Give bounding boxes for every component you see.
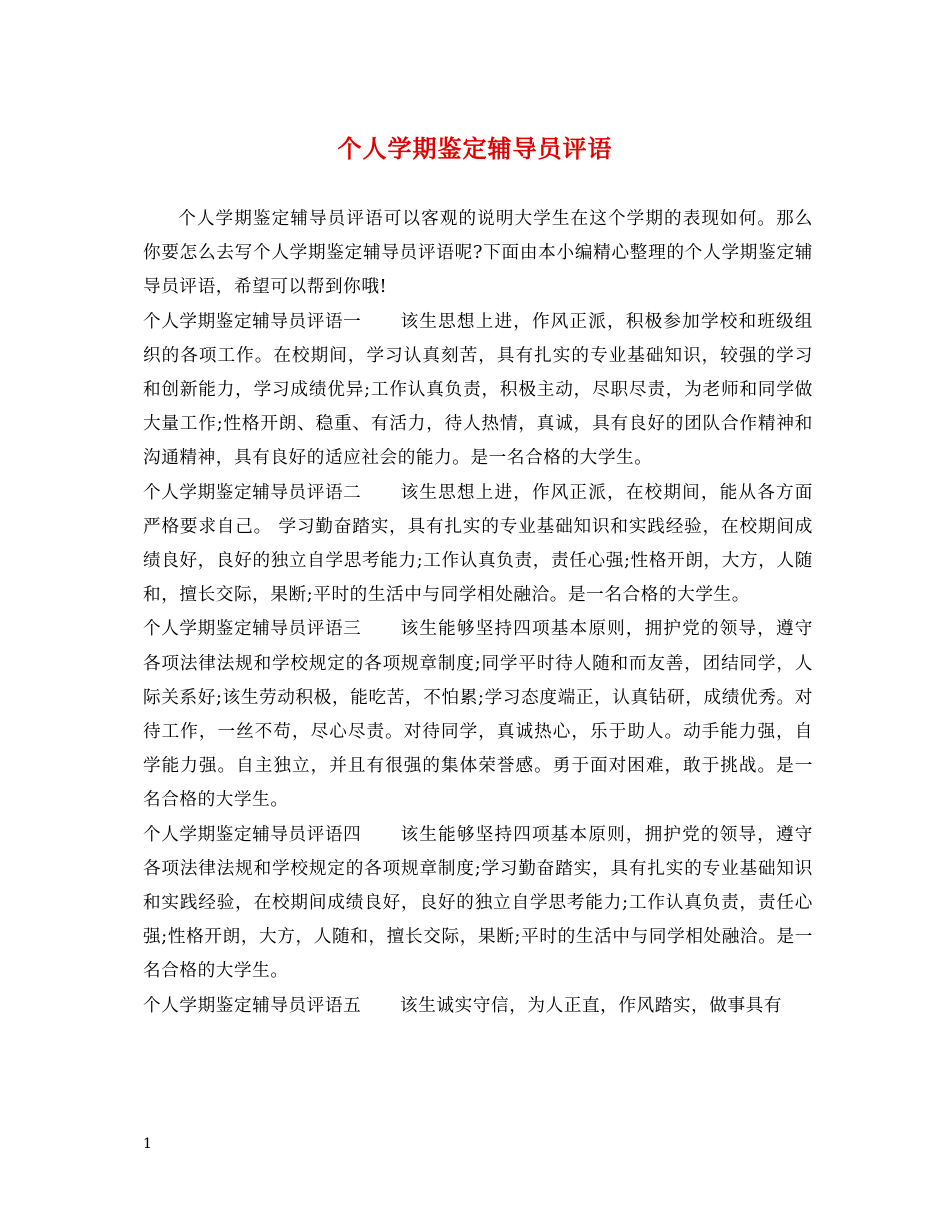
section-text-3: 该生能够坚持四项基本原则，拥护党的领导，遵守各项法律法规和学校规定的各项规章制度;同学平时待人随和而友善，团结同学，人际关系好;该生劳动积极，能吃苦，不怕累;学习态度端正，认真钻研，成绩优秀。对待工作，一丝不苟，尽心尽责。对待同学，真诚热心，乐于助人。动手能力强，自学能力强。自主独立，并且有很强的集体荣誉感。勇于面对困难，敢于挑战。是一名合格的大学生。 (143, 619, 813, 811)
section-heading-5: 个人学期鉴定辅导员评语五 (143, 995, 362, 1016)
section-heading-1: 个人学期鉴定辅导员评语一 (143, 311, 362, 332)
document-title: 个人学期鉴定辅导员评语 (337, 134, 613, 163)
section-text-4: 该生能够坚持四项基本原则，拥护党的领导，遵守各项法律法规和学校规定的各项规章制度;学习勤奋踏实，具有扎实的专业基础知识和实践经验，在校期间成绩良好，良好的独立自学思考能力;工作认真负责，责任心强;性格开朗，大方，人随和，擅长交际，果断;平时的生活中与同学相处融洽。是一名合格的大学生。 (143, 824, 813, 982)
document-body (143, 202, 813, 1023)
section-paragraph-3 (143, 612, 813, 817)
section-text-1: 该生思想上进，作风正派，积极参加学校和班级组织的各项工作。在校期间，学习认真刻苦，具有扎实的专业基础知识，较强的学习和创新能力，学习成绩优异;工作认真负责，积极主动，尽职尽责，为老师和同学做大量工作;性格开朗、稳重、有活力，待人热情，真诚，具有良好的团队合作精神和沟通精神，具有良好的适应社会的能力。是一名合格的大学生。 (143, 311, 813, 469)
page-number: 1 (143, 1136, 152, 1152)
section-text-5: 该生诚实守信，为人正直，作风踏实，做事具有 (400, 995, 783, 1016)
section-paragraph-2 (143, 476, 813, 613)
section-paragraph-4 (143, 818, 813, 989)
section-heading-3: 个人学期鉴定辅导员评语三 (143, 619, 362, 640)
section-heading-4: 个人学期鉴定辅导员评语四 (143, 824, 362, 845)
intro-paragraph: 个人学期鉴定辅导员评语可以客观的说明大学生在这个学期的表现如何。那么你要怎么去写个人学期鉴定辅导员评语呢?下面由本小编精心整理的个人学期鉴定辅导员评语，希望可以帮到你哦! (143, 209, 813, 298)
section-heading-2: 个人学期鉴定辅导员评语二 (143, 482, 362, 503)
section-paragraph-5 (143, 989, 813, 1023)
section-paragraph-1 (143, 305, 813, 476)
section-text-2: 该生思想上进，作风正派，在校期间，能从各方面严格要求自己。 学习勤奋踏实，具有扎实的专业基础知识和实践经验，在校期间成绩良好，良好的独立自学思考能力;工作认真负责，责任心强;性格开朗，大方，人随和，擅长交际，果断;平时的生活中与同学相处融洽。是一名合格的大学生。 (143, 482, 813, 606)
